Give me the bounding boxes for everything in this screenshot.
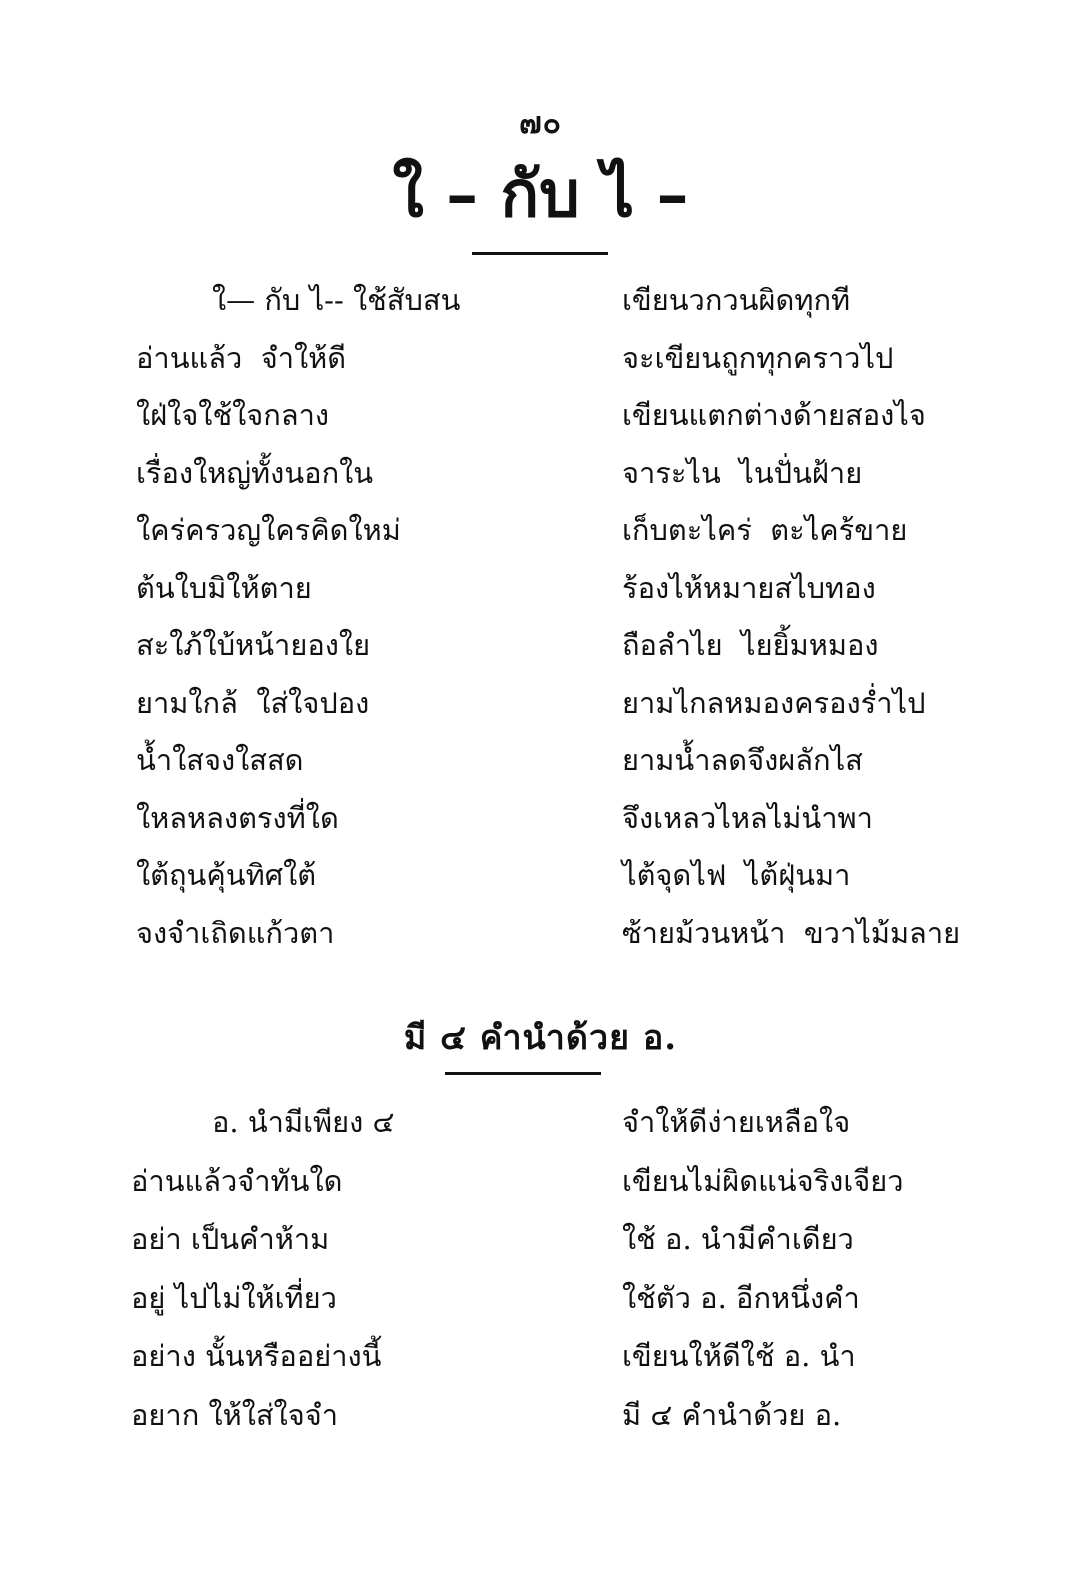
verse-right: จะเขียนถูกทุกคราวไป (622, 340, 894, 375)
verse-right: ยามไกลหมองครองร่ำไป (622, 685, 926, 720)
verse-left: อย่าง นั้นหรืออย่างนี้ (131, 1339, 382, 1373)
verse-block-1 (0, 272, 1081, 962)
verse-right: ร้องไห้หมายสไบทอง (622, 570, 876, 605)
verse-left: ใคร่ครวญใครคิดใหม่ (136, 513, 401, 547)
verse-left: เรื่องใหญ่ทั้งนอกใน (136, 455, 374, 490)
verse-left: อยู่ ไปไม่ให้เที่ยว (131, 1280, 337, 1315)
section-title-underline (445, 1072, 601, 1075)
verse-row (0, 502, 1081, 560)
verse-left: ต้นใบมิให้ตาย (136, 570, 312, 605)
verse-row (0, 272, 1081, 330)
page-number: ๗๐ (519, 106, 562, 141)
verse-left: อ่านแล้ว จำให้ดี (136, 340, 347, 375)
verse-right: ใช้ตัว อ. อีกหนึ่งคำ (622, 1280, 860, 1315)
verse-right: เขียนให้ดีใช้ อ. นำ (622, 1339, 856, 1373)
verse-block-2 (0, 1094, 1081, 1445)
verse-left: อ่านแล้วจำทันใด (131, 1163, 343, 1198)
verse-left: น้ำใสจงใสสด (136, 743, 304, 777)
verse-row (0, 790, 1081, 848)
verse-right: ใช้ อ. นำมีคำเดียว (622, 1222, 854, 1256)
verse-right: จึงเหลวไหลไม่นำพา (622, 800, 873, 835)
verse-row (0, 732, 1081, 790)
verse-right: ยามน้ำลดจึงผลักไส (622, 743, 863, 777)
verse-row (0, 675, 1081, 733)
verse-left: จงจำเถิดแก้วตา (136, 915, 335, 950)
verse-right: เขียนไม่ผิดแน่จริงเจียว (622, 1163, 904, 1198)
verse-row (0, 1328, 1081, 1387)
verse-row (0, 1094, 1081, 1153)
verse-right: ซ้ายม้วนหน้า ขวาไม้มลาย (622, 915, 961, 950)
verse-right: เก็บตะไคร่ ตะไคร้ขาย (622, 513, 908, 547)
verse-left: ใฝ่ใจใช้ใจกลาง (136, 398, 330, 432)
verse-row (0, 387, 1081, 445)
verse-row (0, 560, 1081, 618)
verse-row (0, 1153, 1081, 1212)
verse-left: ใต้ถุนคุ้นทิศใต้ (136, 858, 317, 892)
verse-right: เขียนวกวนผิดทุกที (622, 283, 851, 317)
verse-left: สะใภ้ใบ้หน้ายองใย (136, 628, 371, 662)
verse-right: จำให้ดีง่ายเหลือใจ (622, 1105, 851, 1139)
page-title: ใ – กับ ไ – (392, 157, 689, 232)
verse-right: เขียนแตกต่างด้ายสองไจ (622, 398, 926, 432)
verse-left: อย่า เป็นคำห้าม (131, 1222, 330, 1256)
verse-row (0, 1211, 1081, 1270)
verse-row (0, 1270, 1081, 1329)
verse-left: ยามใกล้ ใส่ใจปอง (136, 685, 370, 720)
verse-left: อยาก ให้ใส่ใจจำ (131, 1397, 339, 1432)
verse-row (0, 617, 1081, 675)
verse-right: ถือลำไย ไยยิ้มหมอง (622, 628, 879, 662)
section-title: มี ๔ คำนำด้วย อ. (403, 1018, 678, 1058)
verse-right: ไต้จุดไฟ ไต้ฝุ่นมา (622, 858, 851, 892)
verse-row (0, 847, 1081, 905)
verse-row (0, 1387, 1081, 1446)
verse-row (0, 330, 1081, 388)
verse-row (0, 445, 1081, 503)
verse-row (0, 905, 1081, 963)
title-underline (472, 252, 608, 255)
verse-left: ใหลหลงตรงที่ใด (136, 800, 339, 835)
verse-left: อ. นำมีเพียง ๔ (212, 1105, 395, 1139)
verse-left: ใ— กับ ไ-- ใช้สับสน (212, 283, 461, 317)
verse-right: จาระไน ไนปั่นฝ้าย (622, 455, 863, 490)
verse-right: มี ๔ คำนำด้วย อ. (622, 1397, 842, 1432)
